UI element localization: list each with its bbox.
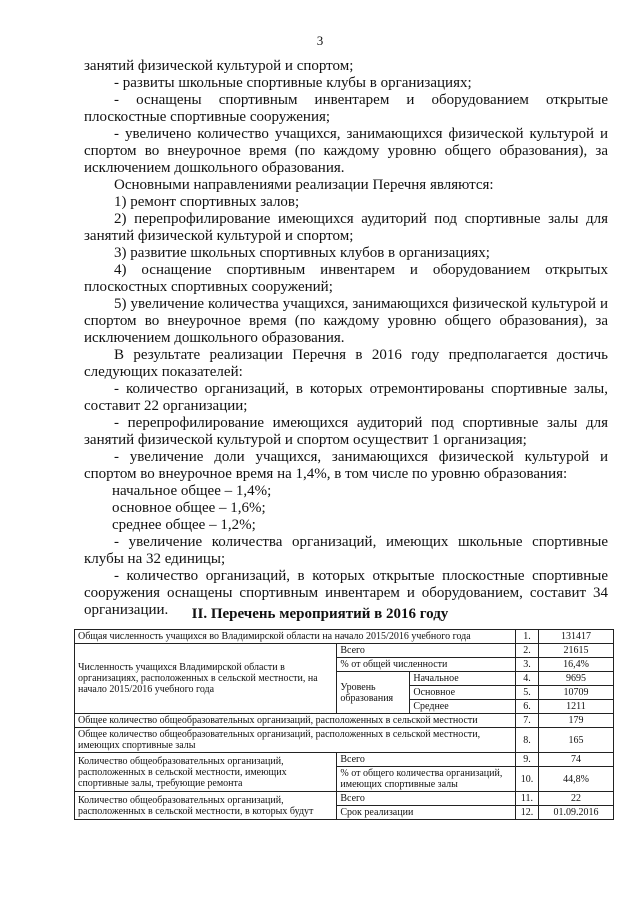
- body-text: [84, 58, 608, 619]
- table-cell-num: 6.: [516, 700, 539, 714]
- paragraph: - количество организаций, в которых открытые плоскостные спортивные сооружения оснащены спортивным инвентарем и оборудованием, составит 34 организации.: [84, 568, 608, 618]
- table-cell-label: Общее количество общеобразовательных организаций, расположенных в сельской местности: [75, 714, 516, 728]
- table-cell-label: Общая численность учащихся во Владимирской области на начало 2015/2016 учебного года: [75, 630, 516, 644]
- table-row: [75, 792, 614, 806]
- paragraph: В результате реализации Перечня в 2016 году предполагается достичь следующих показателей:: [84, 347, 608, 380]
- table-cell-num: 12.: [516, 806, 539, 820]
- table-cell-sublabel: % от общего количества организаций, имеющих спортивные залы: [337, 767, 516, 792]
- table-cell-num: 10.: [516, 767, 539, 792]
- section-title: II. Перечень мероприятий в 2016 году: [191, 606, 449, 622]
- table-cell-sublabel: Уровень образования: [337, 672, 410, 714]
- paragraph: среднее общее – 1,2%;: [112, 517, 256, 533]
- table-cell-value: 131417: [539, 630, 614, 644]
- paragraph: 5) увеличение количества учащихся, занимающихся физической культурой и спортом во внеурочное время (по каждому уровню общего образования), за исключением дошкольного образования.: [84, 296, 608, 346]
- table-cell-num: 3.: [516, 658, 539, 672]
- table-cell-value: 44,8%: [539, 767, 614, 792]
- paragraph: - увеличение количества организаций, имеющих школьные спортивные клубы на 32 единицы;: [84, 534, 608, 567]
- paragraph: Основными направлениями реализации Перечня являются:: [114, 177, 494, 193]
- paragraph: занятий физической культурой и спортом;: [84, 58, 354, 74]
- table-cell-sublabel: Начальное: [410, 672, 516, 686]
- indicators-table: [74, 629, 614, 820]
- table-cell-label: Количество общеобразовательных организаций, расположенных в сельской местности, в которых будут: [75, 792, 337, 820]
- table-cell-num: 11.: [516, 792, 539, 806]
- table-row: [75, 753, 614, 767]
- paragraph: 2) перепрофилирование имеющихся аудиторий под спортивные залы для занятий физической культурой и спортом;: [84, 211, 608, 244]
- table-cell-sublabel: Среднее: [410, 700, 516, 714]
- table-cell-sublabel: Всего: [337, 644, 516, 658]
- table-cell-num: 1.: [516, 630, 539, 644]
- paragraph: основное общее – 1,6%;: [112, 500, 266, 516]
- table-cell-sublabel: Основное: [410, 686, 516, 700]
- table-cell-num: 5.: [516, 686, 539, 700]
- table-cell-value: 22: [539, 792, 614, 806]
- table-cell-value: 179: [539, 714, 614, 728]
- table-cell-num: 9.: [516, 753, 539, 767]
- table-cell-value: 16,4%: [539, 658, 614, 672]
- table-cell-value: 10709: [539, 686, 614, 700]
- table-cell-value: 165: [539, 728, 614, 753]
- paragraph: начальное общее – 1,4%;: [112, 483, 272, 499]
- table-cell-value: 01.09.2016: [539, 806, 614, 820]
- paragraph: 3) развитие школьных спортивных клубов в организациях;: [114, 245, 490, 261]
- table-cell-label: Количество общеобразовательных организаций, расположенных в сельской местности, имеющих спортивные залы, требующие ремонта: [75, 753, 337, 792]
- paragraph: 1) ремонт спортивных залов;: [114, 194, 300, 210]
- table-cell-sublabel: % от общей численности: [337, 658, 516, 672]
- table-cell-label: Общее количество общеобразовательных организаций, расположенных в сельской местности, имеющих спортивные залы: [75, 728, 516, 753]
- page-number: 3: [316, 33, 324, 48]
- table-cell-label: Численность учащихся Владимирской области в организациях, расположенных в сельской местности, на начало 2015/2016 учебного года: [75, 644, 337, 714]
- paragraph: - увеличение доли учащихся, занимающихся физической культурой и спортом во внеурочное время на 1,4%, в том числе по уровню образования:: [84, 449, 608, 482]
- table-cell-num: 8.: [516, 728, 539, 753]
- table-row: [75, 630, 614, 644]
- table-cell-sublabel: Всего: [337, 792, 516, 806]
- table-cell-value: 74: [539, 753, 614, 767]
- table-cell-value: 21615: [539, 644, 614, 658]
- paragraph: - оснащены спортивным инвентарем и оборудованием открытые плоскостные спортивные сооружения;: [84, 92, 608, 125]
- table-row: [75, 714, 614, 728]
- table-cell-sublabel: Всего: [337, 753, 516, 767]
- table-cell-num: 7.: [516, 714, 539, 728]
- table-cell-sublabel: Срок реализации: [337, 806, 516, 820]
- table-cell-num: 4.: [516, 672, 539, 686]
- paragraph: 4) оснащение спортивным инвентарем и оборудованием открытых плоскостных спортивных сооружений;: [84, 262, 608, 295]
- table-row: [75, 728, 614, 753]
- table-cell-value: 1211: [539, 700, 614, 714]
- paragraph: - увеличено количество учащихся, занимающихся физической культурой и спортом во внеурочное время (по каждому уровню общего образования), за исключением дошкольного образования.: [84, 126, 608, 176]
- table-cell-value: 9695: [539, 672, 614, 686]
- paragraph: - развиты школьные спортивные клубы в организациях;: [114, 75, 472, 91]
- table-cell-num: 2.: [516, 644, 539, 658]
- table-row: [75, 644, 614, 658]
- paragraph: - количество организаций, в которых отремонтированы спортивные залы, составит 22 организации;: [84, 381, 608, 414]
- paragraph: - перепрофилирование имеющихся аудиторий под спортивные залы для занятий физической культурой и спортом осуществит 1 организация;: [84, 415, 608, 448]
